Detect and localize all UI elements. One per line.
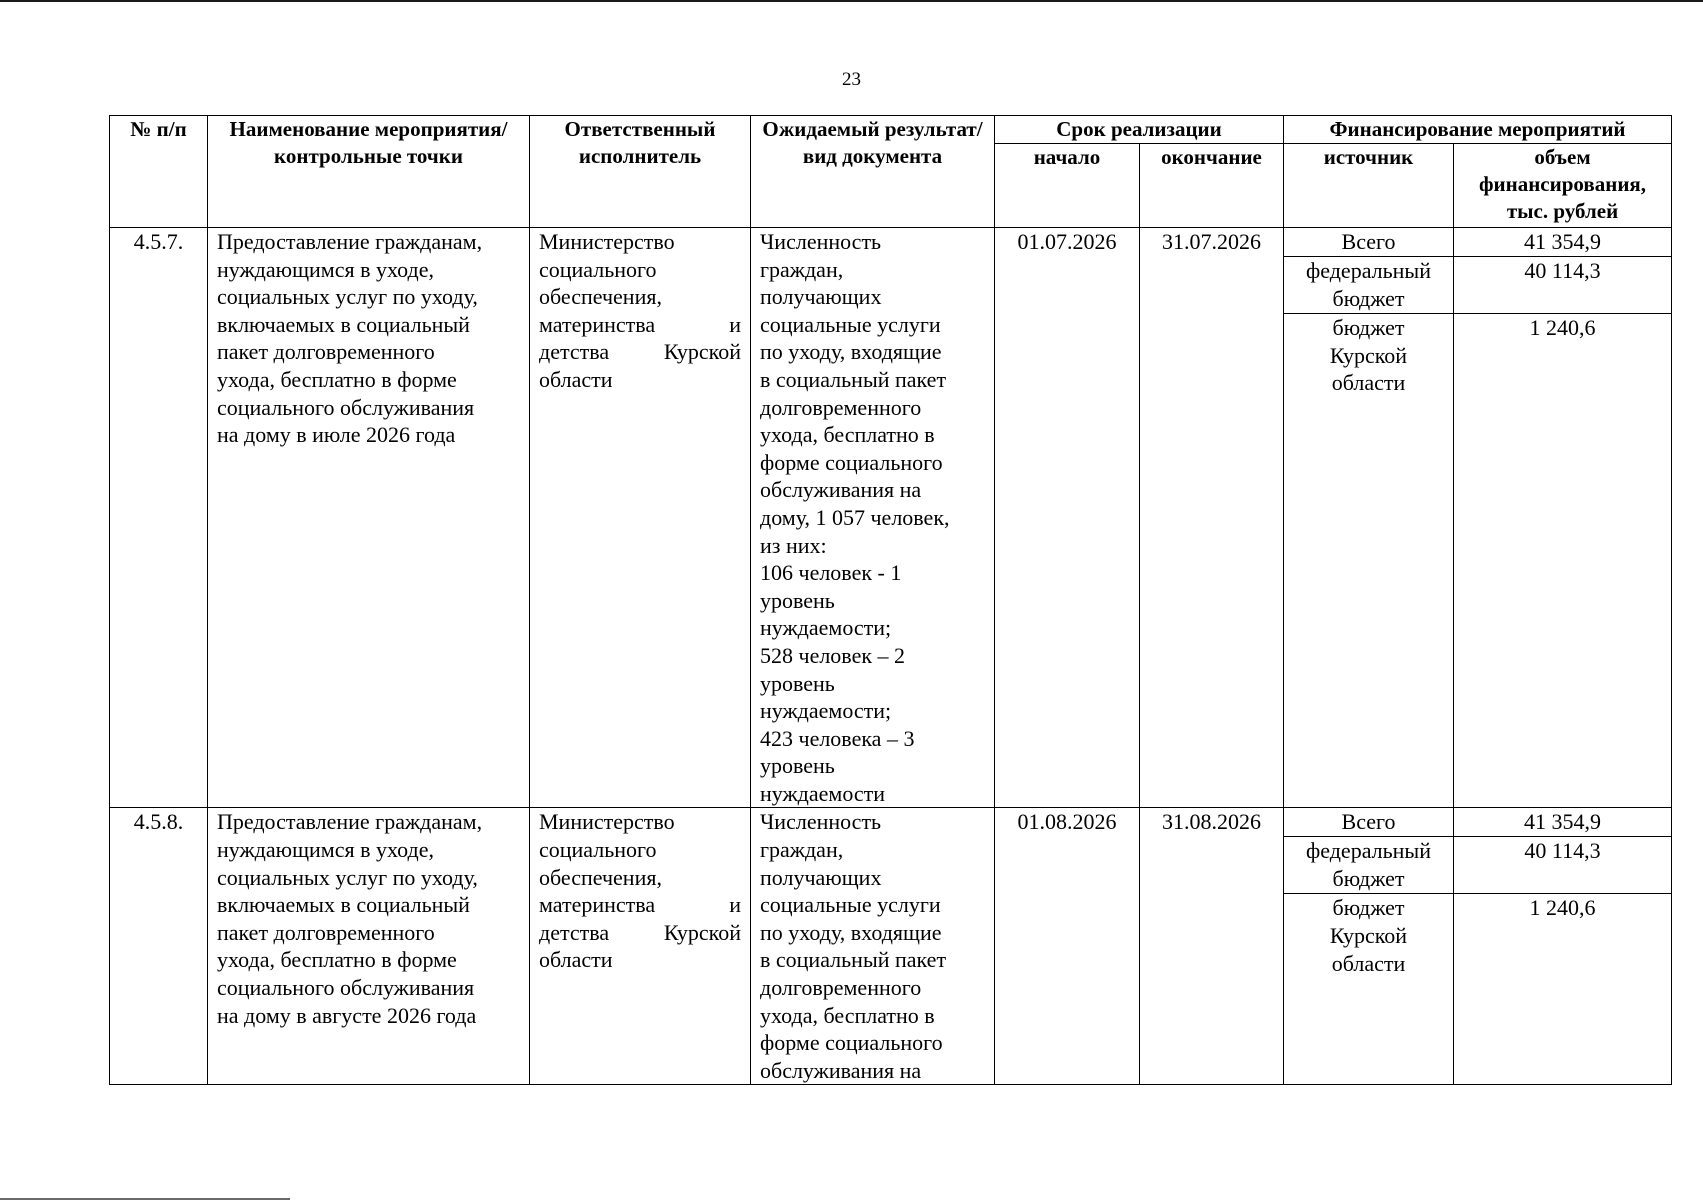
- funding-source: федеральный бюджет: [1284, 257, 1454, 314]
- responsible-executor: Министерство социального обеспечения, материнства и детства Курской области: [530, 228, 751, 808]
- end-date: 31.07.2026: [1140, 228, 1284, 808]
- start-date: 01.08.2026: [995, 808, 1140, 1085]
- row-number: 4.5.7.: [110, 228, 208, 808]
- funding-amount: 41 354,9: [1454, 808, 1672, 837]
- table-row: [110, 808, 1672, 837]
- header-start: начало: [995, 144, 1140, 228]
- header-volume: объем финансирования, тыс. рублей: [1454, 144, 1672, 228]
- header-responsible: Ответственный исполнитель: [530, 116, 751, 228]
- start-date: 01.07.2026: [995, 228, 1140, 808]
- activities-table: [109, 115, 1672, 1085]
- header-name: Наименование мероприятия/контрольные точки: [208, 116, 530, 228]
- header-source: источник: [1284, 144, 1454, 228]
- header-result: Ожидаемый результат/вид документа: [751, 116, 995, 228]
- end-date: 31.08.2026: [1140, 808, 1284, 1085]
- funding-amount: 1 240,6: [1454, 894, 1672, 1085]
- row-number: 4.5.8.: [110, 808, 208, 1085]
- funding-source: Всего: [1284, 228, 1454, 257]
- header-num: № п/п: [110, 116, 208, 228]
- scan-top-edge: [0, 0, 1703, 2]
- expected-result: Численность граждан, получающих социальные услуги по уходу, входящие в социальный пакет долговременного ухода, бесплатно в форме социального обслуживания на дому, 1 057 человек, из них: 106 человек - 1 уровень нуждаемости; 528 человек – 2 уровень нуждаемости; 423 человека – 3 уровень нуждаемости: [751, 228, 995, 808]
- table-row: [110, 228, 1672, 257]
- activity-name: Предоставление гражданам, нуждающимся в уходе, социальных услуг по уходу, включаемых в социальный пакет долговременного ухода, бесплатно в форме социального обслуживания на дому в августе 2026 года: [208, 808, 530, 1085]
- activity-name: Предоставление гражданам, нуждающимся в уходе, социальных услуг по уходу, включаемых в социальный пакет долговременного ухода, бесплатно в форме социального обслуживания на дому в июле 2026 года: [208, 228, 530, 808]
- page-number: 23: [842, 69, 861, 90]
- funding-amount: 40 114,3: [1454, 837, 1672, 894]
- funding-amount: 1 240,6: [1454, 314, 1672, 808]
- funding-source: бюджет Курской области: [1284, 894, 1454, 1085]
- header-term: Срок реализации: [995, 116, 1284, 144]
- funding-amount: 40 114,3: [1454, 257, 1672, 314]
- header-end: окончание: [1140, 144, 1284, 228]
- funding-amount: 41 354,9: [1454, 228, 1672, 257]
- expected-result: Численность граждан, получающих социальные услуги по уходу, входящие в социальный пакет долговременного ухода, бесплатно в форме социального обслуживания на: [751, 808, 995, 1085]
- funding-source: бюджет Курской области: [1284, 314, 1454, 808]
- responsible-executor: Министерство социального обеспечения, материнства и детства Курской области: [530, 808, 751, 1085]
- funding-source: федеральный бюджет: [1284, 837, 1454, 894]
- header-financing: Финансирование мероприятий: [1284, 116, 1672, 144]
- header-row-1: [110, 116, 1672, 144]
- funding-source: Всего: [1284, 808, 1454, 837]
